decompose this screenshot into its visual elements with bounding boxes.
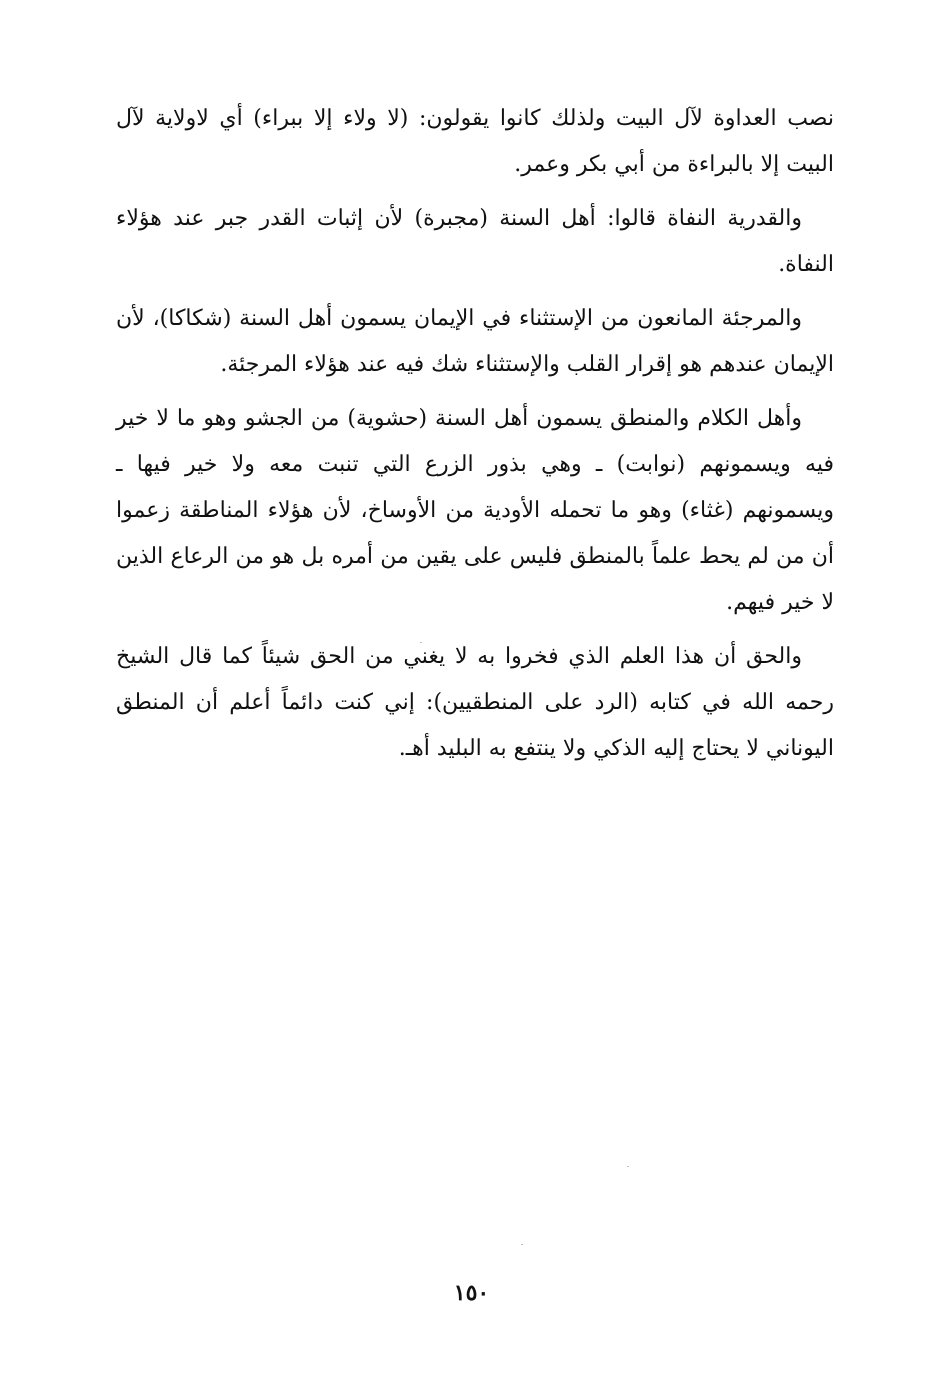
page-number: ١٥٠ [453,1280,490,1306]
scan-speck [420,642,422,643]
body-text [116,96,834,780]
paragraph-al-haqq: والحق أن هذا العلم الذي فخروا به لا يغني من الحق شيئاً كما قال الشيخ رحمه الله في كتابه (الرد على المنطقيين): إني كنت دائماً أعلم أن المنطق اليوناني لا يحتاج إليه الذكي ولا ينتفع به البليد أهـ. [116,644,834,761]
paragraph-murjia: والمرجئة المانعون من الإستثناء في الإيمان يسمون أهل السنة (شكاكا)، لأن الإيمان عندهم هو إقرار القلب والإستثناء شك فيه عند هؤلاء المرجئة. [116,306,834,377]
paragraph-qadariyya: والقدرية النفاة قالوا: أهل السنة (مجبرة) لأن إثبات القدر جبر عند هؤلاء النفاة. [116,206,834,277]
paragraph-continuation: نصب العداوة لآل البيت ولذلك كانوا يقولون: (لا ولاء إلا ببراء) أي لاولاية لآل البيت إلا بالبراءة من أبي بكر وعمر. [116,106,834,177]
scan-speck [521,1244,523,1245]
paragraph-ahl-al-kalam: وأهل الكلام والمنطق يسمون أهل السنة (حشوية) من الجشو وهو ما لا خير فيه ويسمونهم (نوابت) ـ وهي بذور الزرع التي تنبت معه ولا خير فيها ـ ويسمونهم (غثاء) وهو ما تحمله الأودية من الأوساخ، لأن هؤلاء المناطقة زعموا أن من لم يحط علماً بالمنطق فليس على يقين من أمره بل هو من الرعاع الذين لا خير فيهم. [116,406,834,615]
scan-speck [627,1166,629,1167]
